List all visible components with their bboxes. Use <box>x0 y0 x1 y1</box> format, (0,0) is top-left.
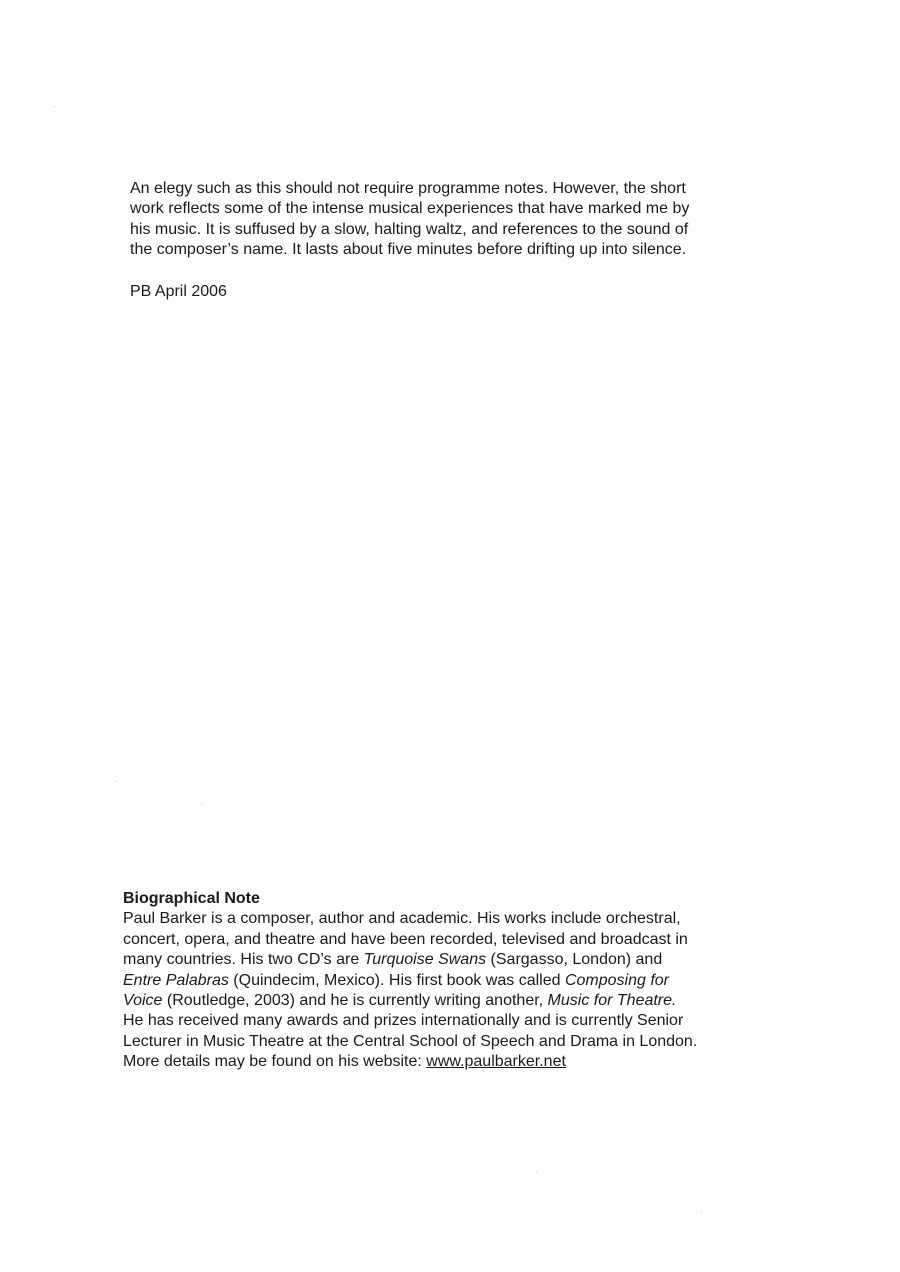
scan-speck <box>701 1212 702 1213</box>
website-link[interactable]: www.paulbarker.net <box>426 1053 566 1071</box>
biography-line: concert, opera, and theatre and have been recorded, televised and broadcast in <box>123 930 688 948</box>
book-title-music-for-theatre: Music for Theatre. <box>547 992 677 1010</box>
biography-text: (Quindecim, Mexico). His first book was called <box>228 971 565 989</box>
biography-text: (Routledge, 2003) and he is currently writing another, <box>162 992 548 1010</box>
book-title-composing-for-voice: Composing for <box>564 971 669 989</box>
biography-line: Paul Barker is a composer, author and academic. His works include orchestral, <box>123 910 681 928</box>
scan-speck <box>54 106 55 107</box>
scan-speck <box>201 803 202 804</box>
biography-line: Lecturer in Music Theatre at the Central School of Speech and Drama in London. <box>123 1032 698 1050</box>
cd-title-entre-palabras: Entre Palabras <box>123 971 229 989</box>
biography-line: He has received many awards and prizes internationally and is currently Senior <box>123 1012 684 1030</box>
programme-note <box>130 179 770 261</box>
programme-note-line: work reflects some of the intense musical experiences that have marked me by <box>130 200 690 218</box>
programme-note-line: An elegy such as this should not require programme notes. However, the short <box>130 180 686 197</box>
programme-note-paragraph <box>130 179 770 261</box>
biography-body <box>123 909 783 1072</box>
scan-speck <box>536 1172 537 1173</box>
biography-line <box>123 991 783 1011</box>
signoff: PB April 2006 <box>130 283 227 300</box>
biography-text: More details may be found on his website: <box>123 1053 427 1071</box>
programme-note-line: the composer’s name. It lasts about five minutes before drifting up into silence. <box>130 241 687 259</box>
biography-text: many countries. His two CD’s are <box>123 951 364 969</box>
cd-title-turquoise-swans: Turquoise Swans <box>363 951 487 969</box>
biography-heading: Biographical Note <box>123 890 260 907</box>
biography-line <box>123 950 783 970</box>
biography-line <box>123 971 783 991</box>
biography-text: (Sargasso, London) and <box>486 951 663 969</box>
biography-line <box>123 1052 783 1072</box>
scan-speck <box>115 781 116 782</box>
book-title-composing-for-voice-cont: Voice <box>123 992 163 1010</box>
biographical-note <box>123 889 783 1073</box>
programme-note-line: his music. It is suffused by a slow, halting waltz, and references to the sound of <box>130 220 689 238</box>
